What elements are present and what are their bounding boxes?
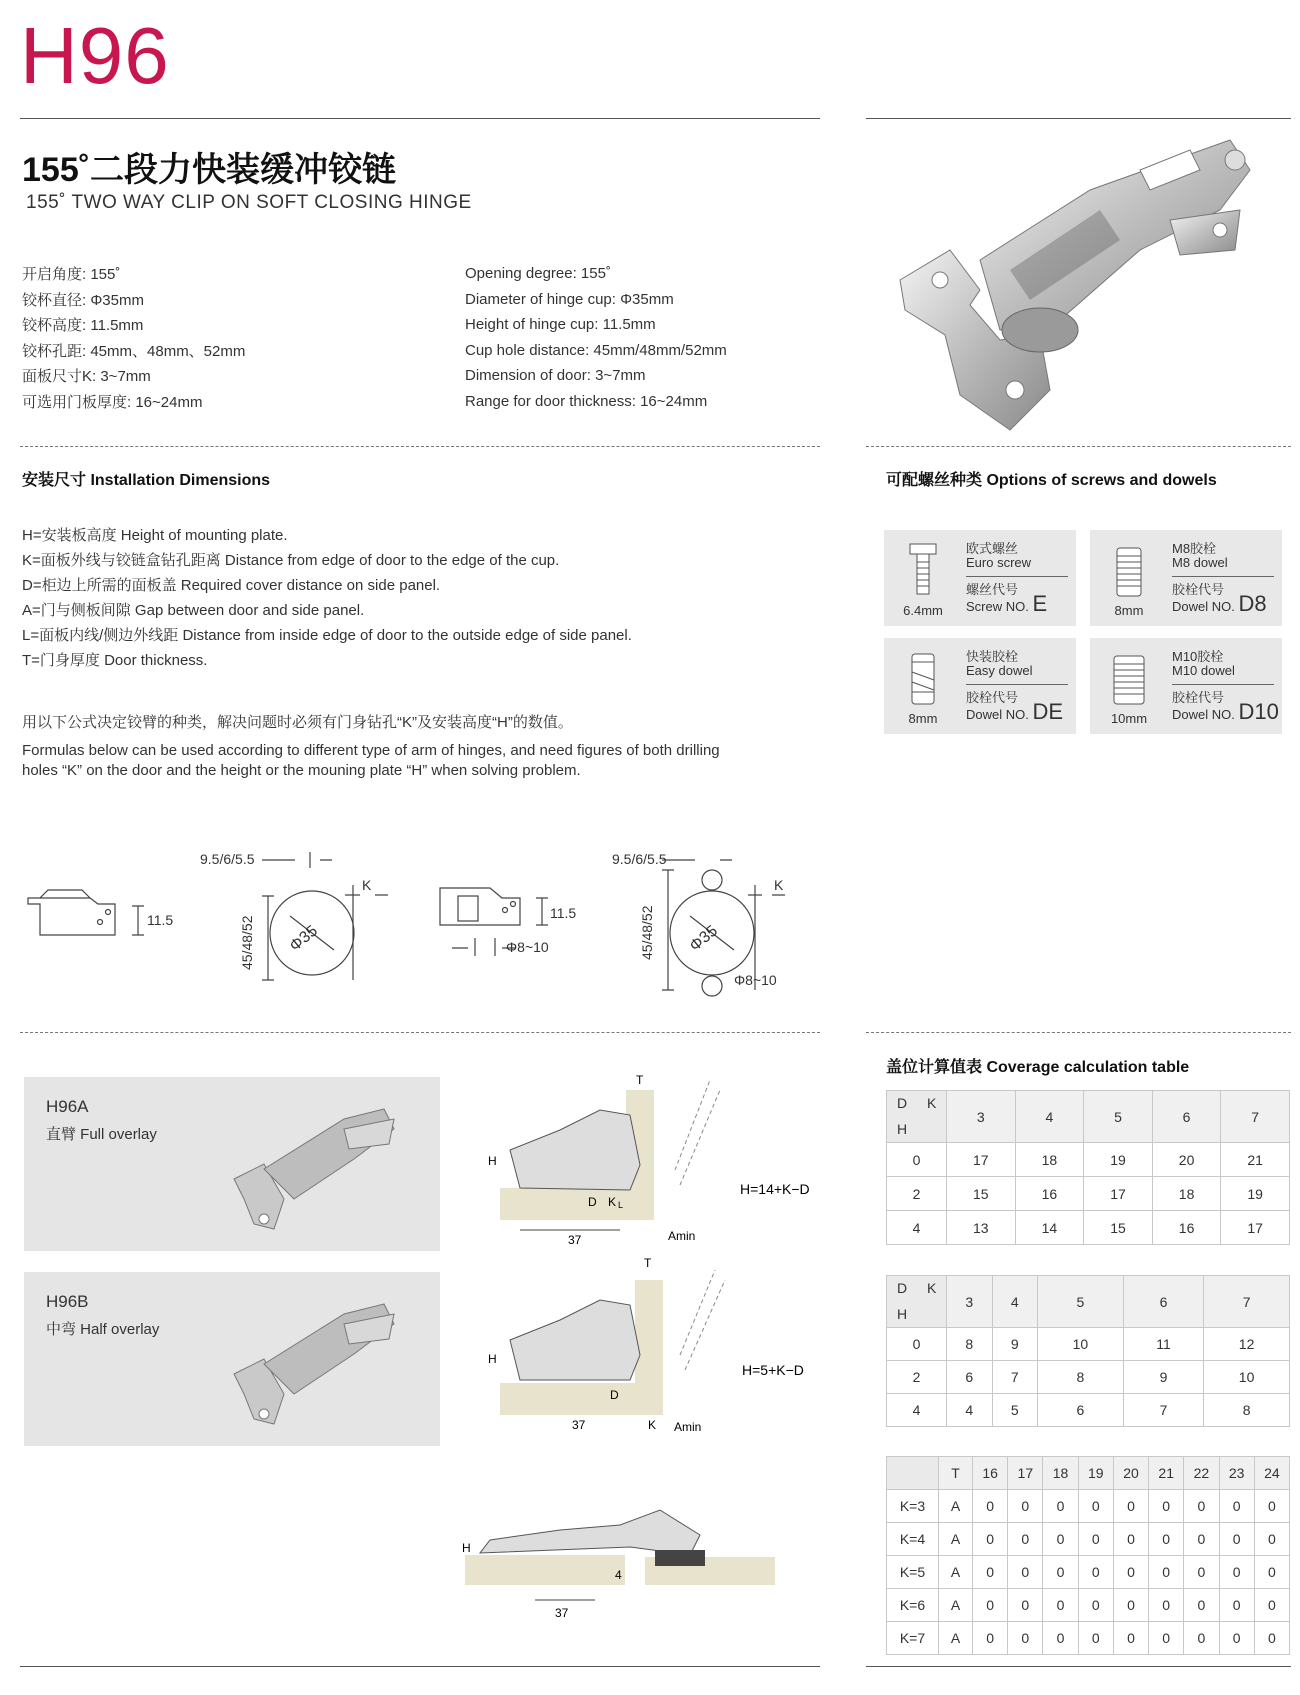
screw-name-en: M8 dowel bbox=[1172, 555, 1228, 570]
col-header: 22 bbox=[1184, 1457, 1219, 1490]
table-cell: 0 bbox=[1219, 1589, 1254, 1622]
table-cell: 4 bbox=[947, 1394, 993, 1427]
spec-zh-line: 可选用门板厚度: 16~24mm bbox=[22, 393, 203, 411]
diagram-label: 37 bbox=[572, 1418, 586, 1432]
formula-note-en: Formulas below can be used according to different type of arm of hinges, and need figures of both drilling holes “K” on the door and the height or the mouning plate “H” when solving problem. bbox=[22, 742, 720, 779]
table-cell: 0 bbox=[1043, 1490, 1078, 1523]
title-en: 155˚ TWO WAY CLIP ON SOFT CLOSING HINGE bbox=[26, 192, 472, 213]
coverage-table-a bbox=[886, 1090, 1290, 1245]
table-cell: 0 bbox=[1078, 1622, 1113, 1655]
screw-name-zh: 快装胶栓 bbox=[966, 649, 1019, 664]
table-cell: 0 bbox=[1008, 1523, 1043, 1556]
screw-code: DE bbox=[1032, 699, 1064, 724]
hinge-photo bbox=[890, 130, 1270, 440]
row-header: K=6 bbox=[887, 1589, 939, 1622]
diagram-label: K bbox=[608, 1195, 617, 1209]
coverage-title: 盖位计算值表 Coverage calculation table bbox=[886, 1059, 1190, 1076]
row-header: 2 bbox=[887, 1361, 947, 1394]
title-zh: 155˚二段力快装缓冲铰链 bbox=[22, 151, 397, 189]
install-diagram-a bbox=[480, 1070, 810, 1250]
col-header: 16 bbox=[973, 1457, 1008, 1490]
screw-card-euro bbox=[884, 530, 1076, 626]
diagram-label: K bbox=[648, 1418, 657, 1432]
product-name: H96B bbox=[46, 1292, 89, 1311]
diagram-label: H bbox=[488, 1154, 497, 1168]
product-card-b bbox=[24, 1272, 440, 1446]
dim-label: Φ8~10 bbox=[734, 972, 777, 988]
spec-en-line: Diameter of hinge cup: Φ35mm bbox=[465, 290, 674, 308]
screw-code-zh: 胶栓代号 bbox=[966, 690, 1019, 705]
screw-code-en: Dowel NO. bbox=[1172, 707, 1235, 722]
col-header: 3 bbox=[947, 1276, 993, 1328]
spec-zh-line: 面板尺寸K: 3~7mm bbox=[22, 368, 151, 385]
dash-rule bbox=[20, 446, 820, 447]
table-cell: 10 bbox=[1204, 1361, 1290, 1394]
table-cell: 9 bbox=[992, 1328, 1038, 1361]
dash-rule bbox=[20, 1032, 820, 1033]
col-header: 19 bbox=[1078, 1457, 1113, 1490]
table-cell: 8 bbox=[1038, 1361, 1124, 1394]
screw-size: 8mm bbox=[1114, 603, 1144, 618]
diagram-label: D bbox=[588, 1195, 597, 1209]
screw-code-zh: 螺丝代号 bbox=[966, 582, 1019, 597]
diagram-label: D bbox=[610, 1388, 619, 1402]
table-cell: 6 bbox=[1038, 1394, 1124, 1427]
table-cell: 0 bbox=[1043, 1556, 1078, 1589]
table-cell: 0 bbox=[1184, 1589, 1219, 1622]
screw-code-zh: 胶栓代号 bbox=[1172, 582, 1225, 597]
col-header: 4 bbox=[1015, 1091, 1084, 1143]
spec-zh-line: 铰杯高度: 11.5mm bbox=[22, 317, 144, 334]
row-header: K=3 bbox=[887, 1490, 939, 1523]
screw-size: 8mm bbox=[908, 711, 938, 726]
table-cell: 0 bbox=[1219, 1523, 1254, 1556]
dim-label: 9.5/6/5.5 bbox=[612, 851, 667, 867]
table-cell: 5 bbox=[992, 1394, 1038, 1427]
definition-line: K=面板外线与铰链盒钻孔距离 Distance from edge of door to the edge of the cup. bbox=[22, 552, 560, 569]
install-title: 安装尺寸 Installation Dimensions bbox=[22, 472, 271, 489]
definition-line: D=柜边上所需的面板盖 Required cover distance on side panel. bbox=[22, 577, 441, 594]
bottom-rule-right bbox=[866, 1666, 1291, 1667]
corner-d: D bbox=[897, 1280, 908, 1296]
table-cell: 0 bbox=[1113, 1523, 1148, 1556]
table-cell: 0 bbox=[1113, 1622, 1148, 1655]
table-cell: 16 bbox=[1015, 1177, 1084, 1211]
formula-note-zh: 用以下公式决定铰臂的种类，解决问题时必须有门身钻孔“K”及安装高度“H”的数值。 bbox=[22, 714, 573, 731]
corner-k: K bbox=[927, 1095, 937, 1111]
corner-k: K bbox=[927, 1280, 937, 1296]
table-cell: 0 bbox=[1008, 1556, 1043, 1589]
top-rule-left bbox=[20, 118, 820, 119]
screw-code: E bbox=[1032, 591, 1048, 616]
table-cell: 18 bbox=[1152, 1177, 1221, 1211]
table-corner bbox=[887, 1276, 947, 1328]
top-rule-right bbox=[866, 118, 1291, 119]
table-cell: 0 bbox=[1149, 1490, 1184, 1523]
model-number: H96 bbox=[20, 11, 170, 100]
table-cell: 0 bbox=[973, 1589, 1008, 1622]
dim-label: 45/48/52 bbox=[639, 905, 655, 960]
row-header: 0 bbox=[887, 1143, 947, 1177]
spec-en-line: Opening degree: 155˚ bbox=[465, 265, 611, 282]
definition-line: T=门身厚度 Door thickness. bbox=[22, 652, 208, 669]
col-header: 17 bbox=[1008, 1457, 1043, 1490]
dimension-drawings bbox=[20, 840, 820, 1000]
table-cell: 7 bbox=[992, 1361, 1038, 1394]
definition-line: H=安装板高度 Height of mounting plate. bbox=[22, 527, 288, 544]
diagram-label: L bbox=[618, 1200, 624, 1210]
table-cell: 0 bbox=[1149, 1622, 1184, 1655]
table-cell: 7 bbox=[1123, 1394, 1203, 1427]
table-cell: 17 bbox=[947, 1143, 1016, 1177]
diagram-label: 37 bbox=[568, 1233, 582, 1247]
table-cell: 19 bbox=[1084, 1143, 1153, 1177]
table-corner bbox=[887, 1091, 947, 1143]
table-cell: 0 bbox=[1254, 1556, 1289, 1589]
table-corner bbox=[887, 1457, 939, 1490]
table-cell: 0 bbox=[1078, 1589, 1113, 1622]
col-header: 7 bbox=[1221, 1091, 1290, 1143]
screw-code: D8 bbox=[1238, 591, 1267, 616]
table-cell: 0 bbox=[1184, 1490, 1219, 1523]
col-header: 23 bbox=[1219, 1457, 1254, 1490]
row-header: A bbox=[939, 1589, 973, 1622]
screw-card-easy bbox=[884, 638, 1076, 734]
table-cell: 0 bbox=[1043, 1523, 1078, 1556]
table-cell: 0 bbox=[1254, 1589, 1289, 1622]
table-cell: 0 bbox=[1113, 1589, 1148, 1622]
table-cell: 8 bbox=[1204, 1394, 1290, 1427]
col-header: 4 bbox=[992, 1276, 1038, 1328]
row-header: A bbox=[939, 1523, 973, 1556]
screw-name-zh: 欧式螺丝 bbox=[966, 541, 1019, 556]
table-cell: 0 bbox=[1008, 1589, 1043, 1622]
table-cell: 20 bbox=[1152, 1143, 1221, 1177]
spec-en-line: Range for door thickness: 16~24mm bbox=[465, 392, 708, 410]
screw-name-zh: M10胶栓 bbox=[1172, 649, 1224, 664]
product-card-a bbox=[24, 1077, 440, 1251]
col-header: 6 bbox=[1152, 1091, 1221, 1143]
row-header: 4 bbox=[887, 1394, 947, 1427]
diagram-label: 37 bbox=[555, 1606, 569, 1620]
screw-code-en: Screw NO. bbox=[966, 599, 1029, 614]
spec-en-line: Height of hinge cup: 11.5mm bbox=[465, 316, 656, 333]
table-cell: 12 bbox=[1204, 1328, 1290, 1361]
screw-code-en: Dowel NO. bbox=[966, 707, 1029, 722]
table-cell: 0 bbox=[973, 1556, 1008, 1589]
dash-rule bbox=[866, 1032, 1291, 1033]
formula-b: H=5+K−D bbox=[742, 1362, 804, 1378]
table-cell: 0 bbox=[1219, 1622, 1254, 1655]
col-header: 5 bbox=[1038, 1276, 1124, 1328]
dim-label: 11.5 bbox=[550, 905, 577, 921]
spec-en-line: Cup hole distance: 45mm/48mm/52mm bbox=[465, 341, 727, 359]
table-cell: 18 bbox=[1015, 1143, 1084, 1177]
table-cell: 17 bbox=[1084, 1177, 1153, 1211]
corner-h: H bbox=[897, 1306, 908, 1322]
col-header: 5 bbox=[1084, 1091, 1153, 1143]
table-cell: 11 bbox=[1123, 1328, 1203, 1361]
table-cell: 0 bbox=[1008, 1490, 1043, 1523]
screw-code: D10 bbox=[1238, 699, 1279, 724]
table-cell: 0 bbox=[1078, 1523, 1113, 1556]
table-cell: 15 bbox=[947, 1177, 1016, 1211]
dim-label: Φ8~10 bbox=[506, 939, 549, 955]
bottom-rule-left bbox=[20, 1666, 820, 1667]
row-header: K=5 bbox=[887, 1556, 939, 1589]
screw-code-zh: 胶栓代号 bbox=[1172, 690, 1225, 705]
definition-line: L=面板内线/侧边外线距 Distance from inside edge of door to the outside edge of side panel. bbox=[22, 627, 632, 644]
dim-label: Φ35 bbox=[286, 922, 321, 956]
spec-zh-line: 铰杯直径: Φ35mm bbox=[22, 291, 144, 309]
specs-zh bbox=[22, 262, 245, 415]
row-header: A bbox=[939, 1556, 973, 1589]
spec-zh-line: 开启角度: 155˚ bbox=[22, 266, 121, 283]
table-cell: 0 bbox=[1078, 1490, 1113, 1523]
diagram-label: 4 bbox=[615, 1568, 622, 1582]
dim-label: K bbox=[362, 877, 372, 893]
table-cell: 15 bbox=[1084, 1211, 1153, 1245]
table-cell: 0 bbox=[1043, 1589, 1078, 1622]
table-cell: 0 bbox=[1078, 1556, 1113, 1589]
screw-code-en: Dowel NO. bbox=[1172, 599, 1235, 614]
dash-rule bbox=[866, 446, 1291, 447]
table-cell: 0 bbox=[1113, 1490, 1148, 1523]
screw-card-m10 bbox=[1090, 638, 1282, 734]
table-cell: 0 bbox=[1149, 1589, 1184, 1622]
table-cell: 0 bbox=[1219, 1490, 1254, 1523]
col-header: 6 bbox=[1123, 1276, 1203, 1328]
table-cell: 17 bbox=[1221, 1211, 1290, 1245]
screw-name-zh: M8胶栓 bbox=[1172, 541, 1217, 556]
corner-h: H bbox=[897, 1121, 908, 1137]
install-diagram-c bbox=[450, 1495, 790, 1625]
diagram-label: Amin bbox=[674, 1420, 702, 1434]
diagram-label: H bbox=[488, 1352, 497, 1366]
diagram-label: T bbox=[644, 1256, 652, 1270]
table-cell: 0 bbox=[1254, 1523, 1289, 1556]
col-header: 20 bbox=[1113, 1457, 1148, 1490]
table-cell: 21 bbox=[1221, 1143, 1290, 1177]
screw-name-en: M10 dowel bbox=[1172, 663, 1235, 678]
col-header: T bbox=[939, 1457, 973, 1490]
hinge-a-image bbox=[224, 1089, 424, 1239]
dim-label: 11.5 bbox=[147, 912, 174, 928]
table-cell: 0 bbox=[1184, 1622, 1219, 1655]
screw-size: 6.4mm bbox=[903, 603, 943, 618]
specs-en bbox=[465, 261, 727, 414]
table-cell: 0 bbox=[1149, 1523, 1184, 1556]
col-header: 3 bbox=[947, 1091, 1016, 1143]
hinge-b-image bbox=[224, 1284, 424, 1434]
table-cell: 0 bbox=[1254, 1490, 1289, 1523]
table-cell: 0 bbox=[973, 1523, 1008, 1556]
coverage-table-b bbox=[886, 1275, 1290, 1427]
row-header: K=7 bbox=[887, 1622, 939, 1655]
product-desc: 直臂 Full overlay bbox=[46, 1126, 157, 1143]
screw-card-m8 bbox=[1090, 530, 1282, 626]
table-cell: 10 bbox=[1038, 1328, 1124, 1361]
diagram-label: T bbox=[636, 1073, 644, 1087]
table-cell: 6 bbox=[947, 1361, 993, 1394]
table-cell: 0 bbox=[1184, 1523, 1219, 1556]
table-cell: 0 bbox=[973, 1622, 1008, 1655]
gap-table bbox=[886, 1456, 1290, 1655]
table-cell: 19 bbox=[1221, 1177, 1290, 1211]
definition-line: A=门与侧板间隙 Gap between door and side panel. bbox=[22, 602, 365, 619]
dim-label: 45/48/52 bbox=[239, 915, 255, 970]
definitions bbox=[22, 523, 632, 673]
table-cell: 0 bbox=[1254, 1622, 1289, 1655]
col-header: 21 bbox=[1149, 1457, 1184, 1490]
table-cell: 9 bbox=[1123, 1361, 1203, 1394]
dim-label: Φ35 bbox=[686, 922, 721, 956]
row-header: 2 bbox=[887, 1177, 947, 1211]
product-desc: 中弯 Half overlay bbox=[46, 1321, 160, 1338]
screw-size: 10mm bbox=[1110, 711, 1148, 726]
install-diagram-b bbox=[480, 1255, 810, 1440]
table-cell: 14 bbox=[1015, 1211, 1084, 1245]
row-header: 4 bbox=[887, 1211, 947, 1245]
formula-a: H=14+K−D bbox=[740, 1181, 810, 1197]
diagram-label: Amin bbox=[668, 1229, 696, 1243]
corner-d: D bbox=[897, 1095, 908, 1111]
screw-name-en: Euro screw bbox=[966, 555, 1032, 570]
col-header: 18 bbox=[1043, 1457, 1078, 1490]
table-cell: 8 bbox=[947, 1328, 993, 1361]
table-cell: 16 bbox=[1152, 1211, 1221, 1245]
col-header: 24 bbox=[1254, 1457, 1289, 1490]
table-cell: 13 bbox=[947, 1211, 1016, 1245]
table-cell: 0 bbox=[1219, 1556, 1254, 1589]
table-cell: 0 bbox=[1113, 1556, 1148, 1589]
col-header: 7 bbox=[1204, 1276, 1290, 1328]
table-cell: 0 bbox=[1008, 1622, 1043, 1655]
table-cell: 0 bbox=[973, 1490, 1008, 1523]
spec-en-line: Dimension of door: 3~7mm bbox=[465, 367, 646, 384]
table-cell: 0 bbox=[1149, 1556, 1184, 1589]
row-header: A bbox=[939, 1490, 973, 1523]
dim-label: K bbox=[774, 877, 784, 893]
table-cell: 0 bbox=[1184, 1556, 1219, 1589]
dim-label: 9.5/6/5.5 bbox=[200, 851, 255, 867]
screws-title: 可配螺丝种类 Options of screws and dowels bbox=[886, 472, 1217, 489]
spec-zh-line: 铰杯孔距: 45mm、48mm、52mm bbox=[22, 342, 246, 360]
table-cell: 0 bbox=[1043, 1622, 1078, 1655]
row-header: 0 bbox=[887, 1328, 947, 1361]
row-header: A bbox=[939, 1622, 973, 1655]
screw-name-en: Easy dowel bbox=[966, 663, 1033, 678]
product-name: H96A bbox=[46, 1097, 89, 1116]
diagram-label: H bbox=[462, 1541, 471, 1555]
row-header: K=4 bbox=[887, 1523, 939, 1556]
